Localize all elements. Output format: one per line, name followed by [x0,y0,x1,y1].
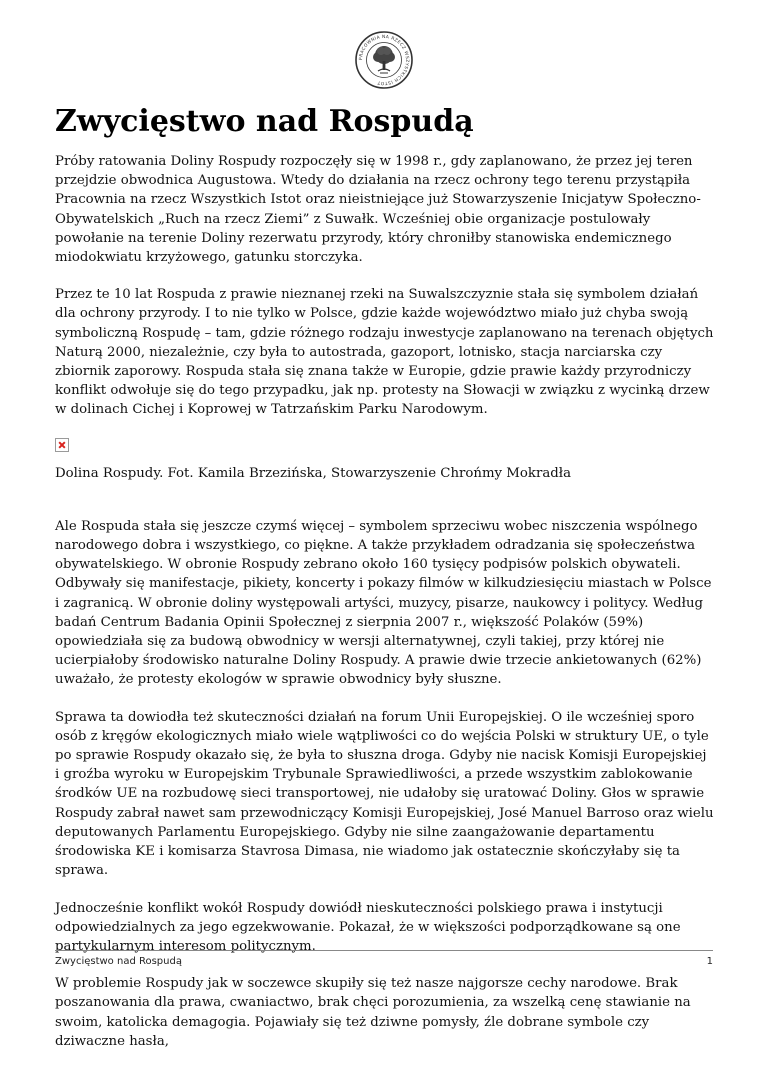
paragraph: Ale Rospuda stała się jeszcze czymś więcej – symbolem sprzeciwu wobec niszczenia wspólnego narodowego dobra i wszystkiego, co piękne. A także przykładem odradzania się społeczeństwa obywatelskiego. W obronie Rospudy zebrano około 160 tysięcy podpisów polskich obywateli. Odbywały się manifestacje, pikiety, koncerty i pokazy filmów w kilkudziesięciu miastach w Polsce i zagranicą. W obronie doliny występowali artyści, muzycy, pisarze, naukowcy i politycy. Według badań Centrum Badania Opinii Społecznej z sierpnia 2007 r., większość Polaków (59%) opowiedziała się za budową obwodnicy w wersji alternatywnej, czyli takiej, przy której nie ucierpiałoby środowisko naturalne Doliny Rospudy. A prawie dwie trzecie ankietowanych (62%) uważało, że protesty ekologów w sprawie obwodnicy były słuszne. [55,518,712,688]
paragraph: Przez te 10 lat Rospuda z prawie nieznanej rzeki na Suwalszczyznie stała się symbolem działań dla ochrony przyrody. I to nie tylko w Polsce, gdzie każde województwo miało już chyba swoją symboliczną Rospudę – tam, gdzie różnego rodzaju inwestycje zaplanowano na terenach objętych Naturą 2000, niezależnie, czy była to autostrada, gazoport, lotnisko, stacja narciarska czy zbiornik zaporowy. Rospuda stała się znana także w Europie, gdzie prawie każdy przyrodniczy konflikt odwołuje się do tego przypadku, jak np. protesty na Słowacji w związku z wycinką drzew w dolinach Cichej i Koprowej w Tatrzańskim Parku Narodowym. [55,287,714,418]
page-title: Zwycięstwo nad Rospudą [55,104,474,139]
broken-image-icon [55,438,69,452]
article-body [55,152,715,1069]
page-number: 1 [706,956,713,967]
paragraph: Jednocześnie konflikt wokół Rospudy dowiódł nieskuteczności polskiego prawa i instytucji odpowiedzialnych za jego egzekwowanie. Pokazał, że w większości podporządkowane są one partykularnym interesom politycznym. [55,900,681,954]
page-footer [55,950,713,967]
image-caption: Dolina Rospudy. Fot. Kamila Brzezińska, Stowarzyszenie Chrońmy Mokradła [55,465,572,481]
footer-title: Zwycięstwo nad Rospudą [55,956,182,967]
organization-seal-logo [354,30,414,90]
paragraph: W problemie Rospudy jak w soczewce skupiły się też nasze najgorsze cechy narodowe. Brak poszanowania dla prawa, cwaniactwo, brak chęci porozumienia, za wszelką cenę stawianie na swoim, katolicka demagogia. Pojawiały się też dziwne pomysły, źle dobrane symbole czy dziwaczne hasła, [55,976,691,1049]
tree-seal-icon [354,30,414,90]
paragraph: Sprawa ta dowiodła też skuteczności działań na forum Unii Europejskiej. O ile wcześniej sporo osób z kręgów ekologicznych miało wiele wątpliwości co do wejścia Polski w struktury UE, o tyle po sprawie Rospudy okazało się, że była to słuszna droga. Gdyby nie nacisk Komisji Europejskiej i groźba wyroku w Europejskim Trybunale Sprawiedliwości, a przede wszystkim zablokowanie środków UE na rozbudowę sieci transportowej, nie udałoby się uratować Doliny. Głos w sprawie Rospudy zabrał nawet sam przewodniczący Komisji Europejskiej, José Manuel Barroso oraz wielu deputowanych Parlamentu Europejskiego. Gdyby nie silne zaangażowanie departamentu środowiska KE i komisarza Stavrosa Dimasa, nie wiadomo jak ostatecznie skończyłaby się ta sprawa. [55,709,714,879]
seal-ring-text: PRACOWNIA NA RZECZ WSZYSTKICH ISTOT [358,34,410,86]
paragraph: Próby ratowania Doliny Rospudy rozpoczęły się w 1998 r., gdy zaplanowano, że przez jej teren przejdzie obwodnica Augustowa. Wtedy do działania na rzecz ochrony tego terenu przystąpiła Pracownia na rzecz Wszystkich Istot oraz nieistniejące już Stowarzyszenie Inicjatyw Społeczno-Obywatelskich „Ruch na rzecz Ziemi” z Suwałk. Wcześniej obie organizacje postulowały powołanie na terenie Doliny rezerwatu przyrody, który chroniłby stanowiska endemicznego miodokwiatu krzyżowego, gatunku storczyka. [55,154,701,266]
